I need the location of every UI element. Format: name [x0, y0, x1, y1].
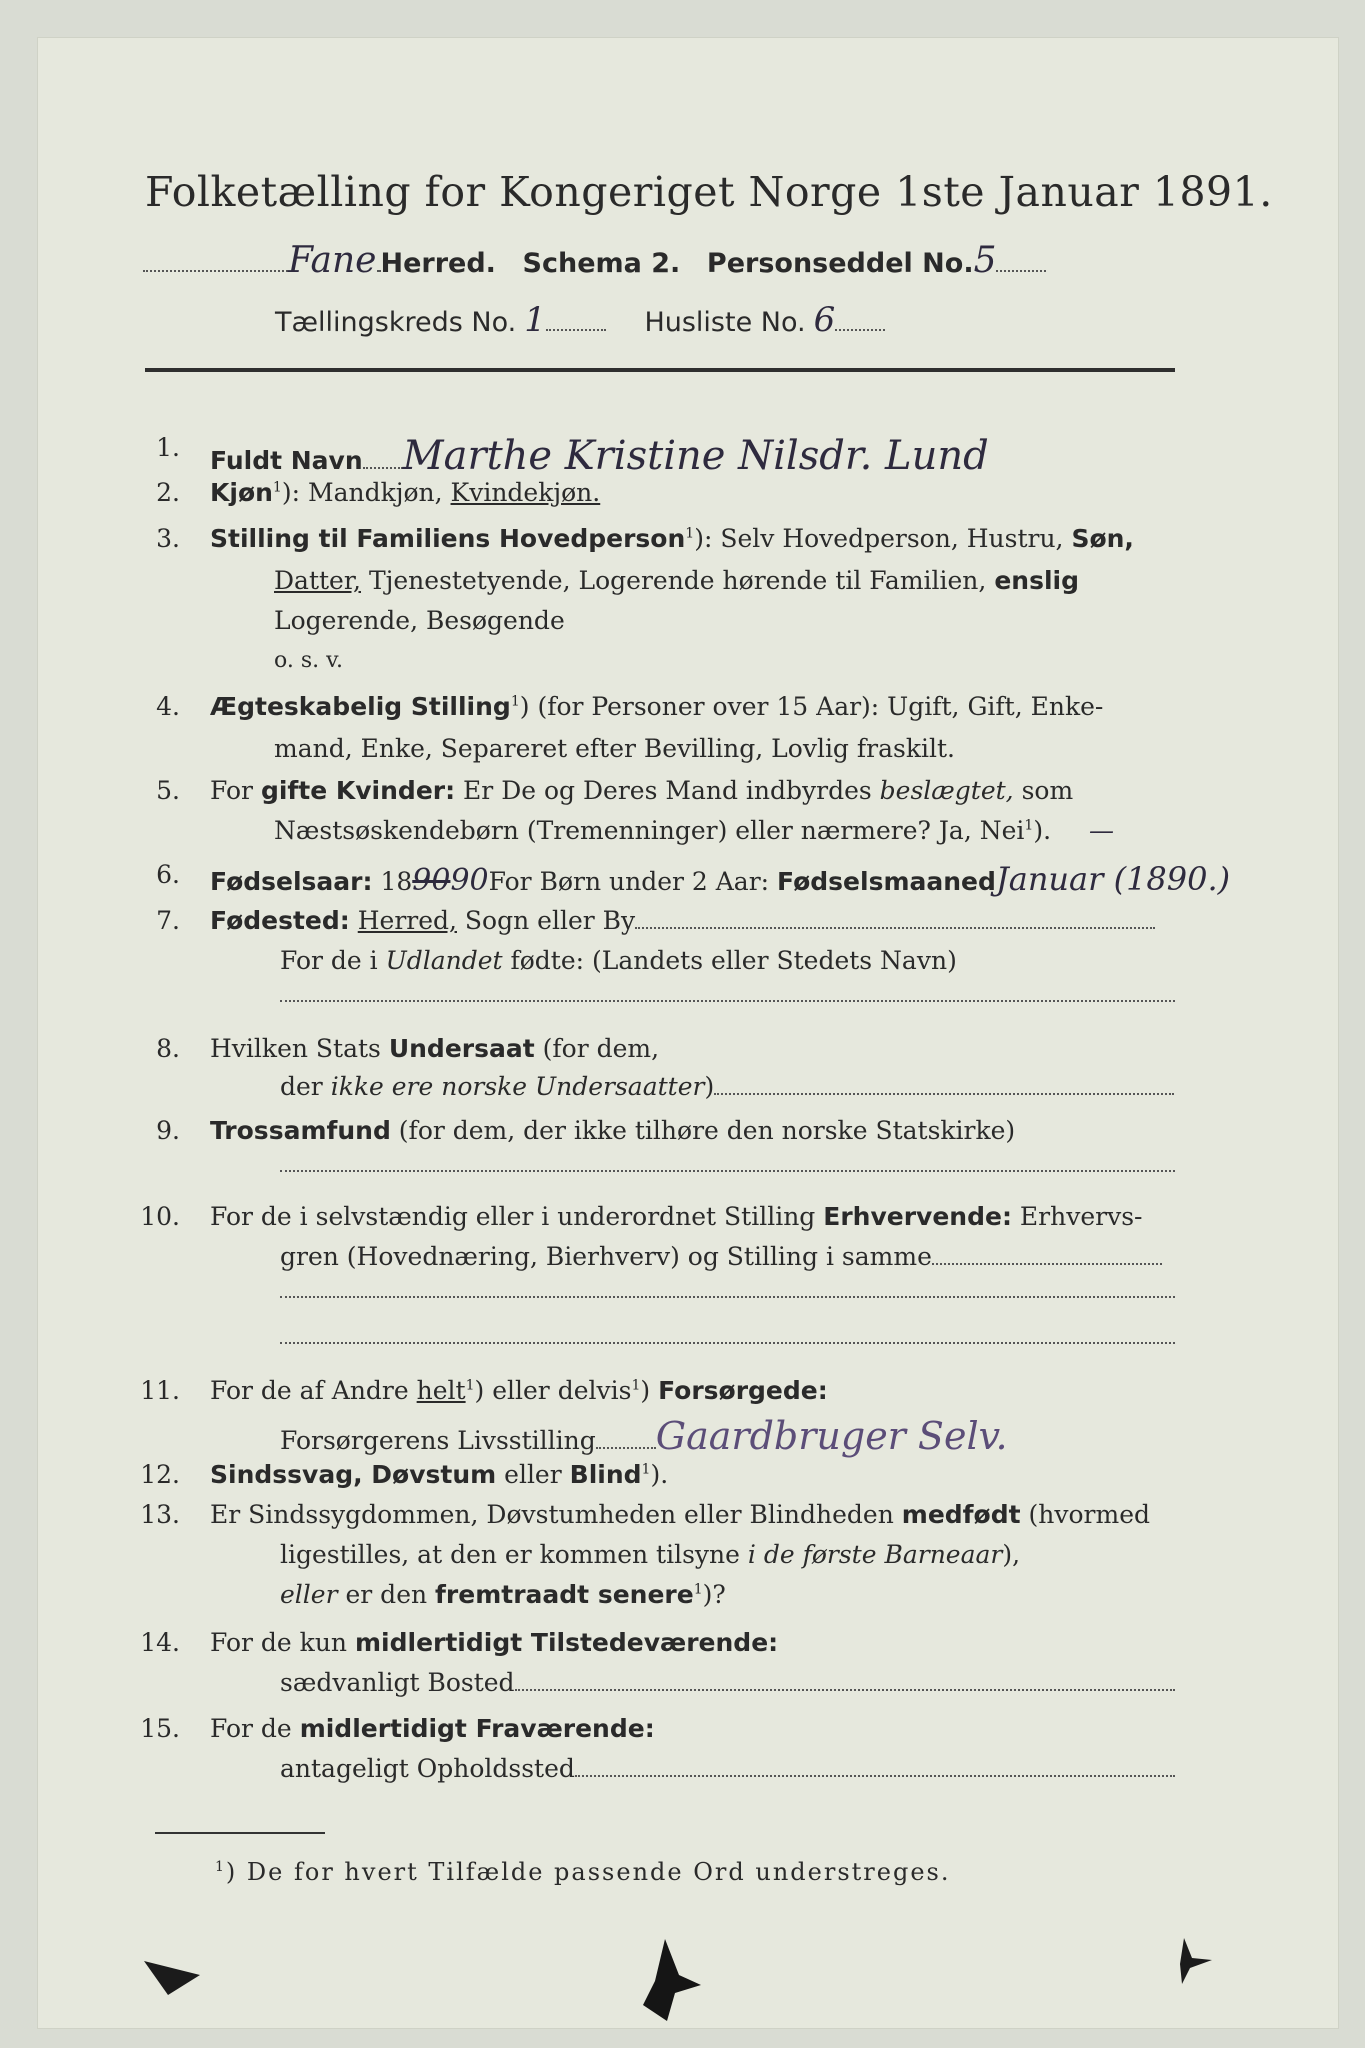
item-13-onset — [210, 1500, 1150, 1529]
q10-line2: gren (Hovednæring, Bierhverv) og Stilling i samme — [280, 1242, 932, 1271]
q7-line2-a: For de i — [280, 946, 378, 975]
item-14-line-2 — [280, 1668, 1175, 1697]
dotted-fill — [835, 329, 885, 331]
q10-b: Erhvervs- — [1011, 1202, 1143, 1231]
superscript: 1 — [693, 1581, 703, 1598]
q13-line3-label: fremtraadt senere — [435, 1580, 694, 1609]
q12-blind: Blind — [569, 1460, 642, 1489]
q11-b: ) eller delvis — [474, 1376, 632, 1405]
q2-label: Kjøn — [210, 478, 273, 507]
q7-label: Fødested: — [210, 906, 350, 935]
registration-mark-right — [1160, 1930, 1220, 1990]
superscript: 1 — [685, 525, 695, 542]
item-5-line-2 — [274, 816, 1114, 845]
q5-handwritten-mark: — — [1088, 816, 1114, 845]
q6-label2: Fødselsmaaned — [777, 867, 996, 896]
q13-line3-a: er den — [337, 1580, 428, 1609]
item-15-temporary-absent — [210, 1714, 655, 1743]
item-3-family-position — [210, 524, 1134, 553]
q7-rest: Sogn eller By — [456, 906, 636, 935]
q8-line2-italic: ikke ere norske Undersaatter — [330, 1072, 705, 1101]
item-1-full-name — [210, 433, 989, 479]
personseddel-value: 5 — [973, 240, 997, 281]
item-number: 6. — [156, 860, 180, 889]
q14-label: midlertidigt Tilstedeværende: — [354, 1628, 779, 1657]
q2-rest: ): Mandkjøn, — [281, 478, 443, 507]
dotted-answer-line — [280, 1296, 1175, 1298]
q13-line2-italic: i de første Barneaar — [747, 1540, 1003, 1569]
item-14-temporary-present — [210, 1628, 778, 1657]
footnote-superscript: 1 — [215, 1859, 226, 1875]
q4-label: Ægteskabelig Stilling — [210, 692, 511, 721]
item-9-religion — [210, 1116, 1015, 1145]
superscript: 1 — [631, 1377, 641, 1394]
kreds-label: Tællingskreds No. — [275, 307, 517, 338]
q14-line2: sædvanligt Bosted — [280, 1668, 515, 1697]
item-number: 8. — [156, 1034, 180, 1063]
q11-label: Forsørgede: — [658, 1376, 828, 1405]
item-number: 14. — [140, 1628, 180, 1657]
herred-value: Fane — [288, 240, 377, 281]
item-6-birth-year — [210, 860, 1230, 898]
q3-label: Stilling til Familiens Hovedperson — [210, 524, 686, 553]
item-10-occupation — [210, 1202, 1142, 1231]
q11-c: ) — [640, 1376, 651, 1405]
item-10-line-2 — [280, 1242, 1162, 1271]
q7-line2-b: fødte: (Landets eller Stedets Navn) — [502, 946, 957, 975]
item-number: 11. — [140, 1376, 180, 1405]
q9-label: Trossamfund — [210, 1116, 391, 1145]
dotted-fill — [546, 329, 606, 331]
q6-struck-value: 90 — [412, 863, 451, 898]
dotted-fill — [996, 270, 1046, 272]
q5-italic: beslægtet, — [879, 776, 1014, 805]
q5-rest: Er De og Deres Mand indbyrdes — [455, 776, 872, 805]
q13-line3-b: )? — [702, 1580, 726, 1609]
dotted-fill — [143, 270, 288, 272]
registration-mark-center — [635, 1935, 705, 2025]
dotted-fill — [932, 1263, 1162, 1265]
item-number: 7. — [156, 906, 180, 935]
dotted-fill — [714, 1093, 1174, 1095]
item-13-line-2 — [280, 1540, 1020, 1569]
item-2-sex — [210, 478, 600, 507]
dotted-fill — [575, 1775, 1175, 1777]
q10-a: For de i selvstændig eller i underordnet Stilling — [210, 1202, 816, 1231]
q1-label: Fuldt Navn — [210, 446, 363, 475]
registration-mark-left — [140, 1955, 210, 2005]
q3-rest: ): Selv Hovedperson, Hustru, — [694, 524, 1064, 553]
q7-herred-underlined: Herred, — [357, 906, 457, 935]
q11-helt-underlined: helt — [416, 1376, 466, 1405]
q3-enslig: enslig — [994, 566, 1079, 595]
q6-century: 18 — [380, 867, 413, 896]
q13-line2-b: ), — [1002, 1540, 1021, 1569]
husliste-value: 6 — [813, 300, 836, 340]
herred-label: Herred. — [380, 248, 496, 279]
q4-rest: ) (for Personer over 15 Aar): Ugift, Gift, Enke- — [519, 692, 1104, 721]
item-4-marital — [210, 692, 1103, 721]
superscript: 1 — [465, 1377, 475, 1394]
dotted-answer-line — [280, 1000, 1175, 1002]
q12-label: Sindssvag, Døvstum — [210, 1460, 497, 1489]
item-8-citizenship — [210, 1034, 659, 1063]
kreds-value: 1 — [524, 300, 546, 340]
schema-label: Schema 2. — [522, 248, 681, 279]
q5-pre: For — [210, 776, 253, 805]
superscript: 1 — [510, 693, 520, 710]
q11-line2: Forsørgerens Livsstilling — [280, 1426, 596, 1455]
item-7-birthplace — [210, 906, 1155, 935]
q11-value: Gaardbruger Selv. — [655, 1414, 1008, 1458]
q6-value2: Januar (1890.) — [995, 860, 1231, 898]
dotted-fill — [363, 467, 403, 469]
q12-end: ). — [650, 1460, 669, 1489]
q13-a: Er Sindssygdommen, Døvstumheden eller Blindheden — [210, 1500, 894, 1529]
superscript: 1 — [1024, 817, 1034, 834]
form-title: Folketælling for Kongeriget Norge 1ste Januar 1891. — [145, 168, 1273, 216]
q13-line2-a: ligestilles, at den er kommen tilsyne — [280, 1540, 740, 1569]
q3-line2: Tjenestetyende, Logerende hørende til Familien, — [361, 566, 987, 595]
dotted-answer-line — [280, 1342, 1175, 1344]
item-15-line-2 — [280, 1754, 1175, 1783]
footnote-rule — [155, 1832, 325, 1834]
superscript: 1 — [641, 1461, 651, 1478]
q8-a: Hvilken Stats — [210, 1034, 381, 1063]
q13-b: (hvormed — [1020, 1500, 1151, 1529]
q5-line2: Næstsøskendebørn (Tremenninger) eller nærmere? Ja, Nei — [274, 816, 1025, 845]
item-3-line-4: o. s. v. — [274, 648, 343, 673]
q5-label: gifte Kvinder: — [260, 776, 456, 805]
header-herred-row — [143, 240, 1046, 281]
q15-a: For de — [210, 1714, 292, 1743]
item-number: 3. — [156, 524, 180, 553]
item-5-married-women — [210, 776, 1073, 805]
q7-line2-italic: Udlandet — [385, 946, 503, 975]
item-11-supported — [210, 1376, 828, 1405]
item-7-line-2 — [280, 946, 957, 975]
dotted-fill — [515, 1689, 1175, 1691]
item-3-line-3: Logerende, Besøgende — [274, 606, 565, 635]
q3-datter-underlined: Datter, — [274, 566, 361, 595]
item-number: 10. — [140, 1202, 180, 1231]
personseddel-label: Personseddel No. — [706, 248, 974, 279]
dotted-answer-line — [280, 1170, 1175, 1172]
q9-rest: (for dem, der ikke tilhøre den norske Statskirke) — [390, 1116, 1016, 1145]
item-8-line-2 — [280, 1072, 1174, 1101]
item-13-line-3 — [280, 1580, 726, 1609]
item-number: 15. — [140, 1714, 180, 1743]
husliste-label: Husliste No. — [644, 307, 806, 338]
dotted-fill — [635, 927, 1155, 929]
q8-b: (for dem, — [534, 1034, 660, 1063]
header-rule — [145, 368, 1175, 372]
item-number: 12. — [140, 1460, 180, 1489]
q12-rest: eller — [496, 1460, 562, 1489]
q10-label: Erhvervende: — [823, 1202, 1012, 1231]
item-12-disability — [210, 1460, 668, 1489]
item-3-line-2 — [274, 566, 1079, 595]
q2-choice-underlined: Kvindekjøn. — [450, 478, 601, 507]
header-kreds-row — [275, 300, 885, 340]
q5-line2-end: ). — [1033, 816, 1052, 845]
q15-line2: antageligt Opholdssted — [280, 1754, 575, 1783]
item-number: 13. — [140, 1500, 180, 1529]
q14-a: For de kun — [210, 1628, 348, 1657]
q8-label: Undersaat — [388, 1034, 535, 1063]
dotted-fill — [596, 1447, 656, 1449]
item-number: 2. — [156, 478, 180, 507]
item-4-line-2: mand, Enke, Separeret efter Bevilling, Lovlig fraskilt. — [274, 734, 955, 763]
item-number: 4. — [156, 692, 180, 721]
item-number: 1. — [156, 433, 180, 462]
q1-value: Marthe Kristine Nilsdr. Lund — [402, 433, 989, 479]
q15-label: midlertidigt Fraværende: — [299, 1714, 655, 1743]
item-11-line-2 — [280, 1414, 1008, 1458]
q13-line3-italic: eller — [280, 1580, 338, 1609]
q8-line2-a: der — [280, 1072, 323, 1101]
q6-mid: For Børn under 2 Aar: — [488, 867, 770, 896]
item-number: 5. — [156, 776, 180, 805]
q8-line2-b: ) — [704, 1072, 715, 1101]
q6-value: 90 — [450, 863, 489, 898]
footnote-text: ) De for hvert Tilfælde passende Ord understreges. — [225, 1858, 951, 1886]
q11-a: For de af Andre — [210, 1376, 409, 1405]
q5-som: som — [1013, 776, 1074, 805]
footnote — [215, 1858, 950, 1886]
q13-label: medfødt — [901, 1500, 1021, 1529]
q6-label: Fødselsaar: — [210, 867, 373, 896]
item-number: 9. — [156, 1116, 180, 1145]
q3-son: Søn, — [1071, 524, 1134, 553]
superscript: 1 — [272, 479, 282, 496]
